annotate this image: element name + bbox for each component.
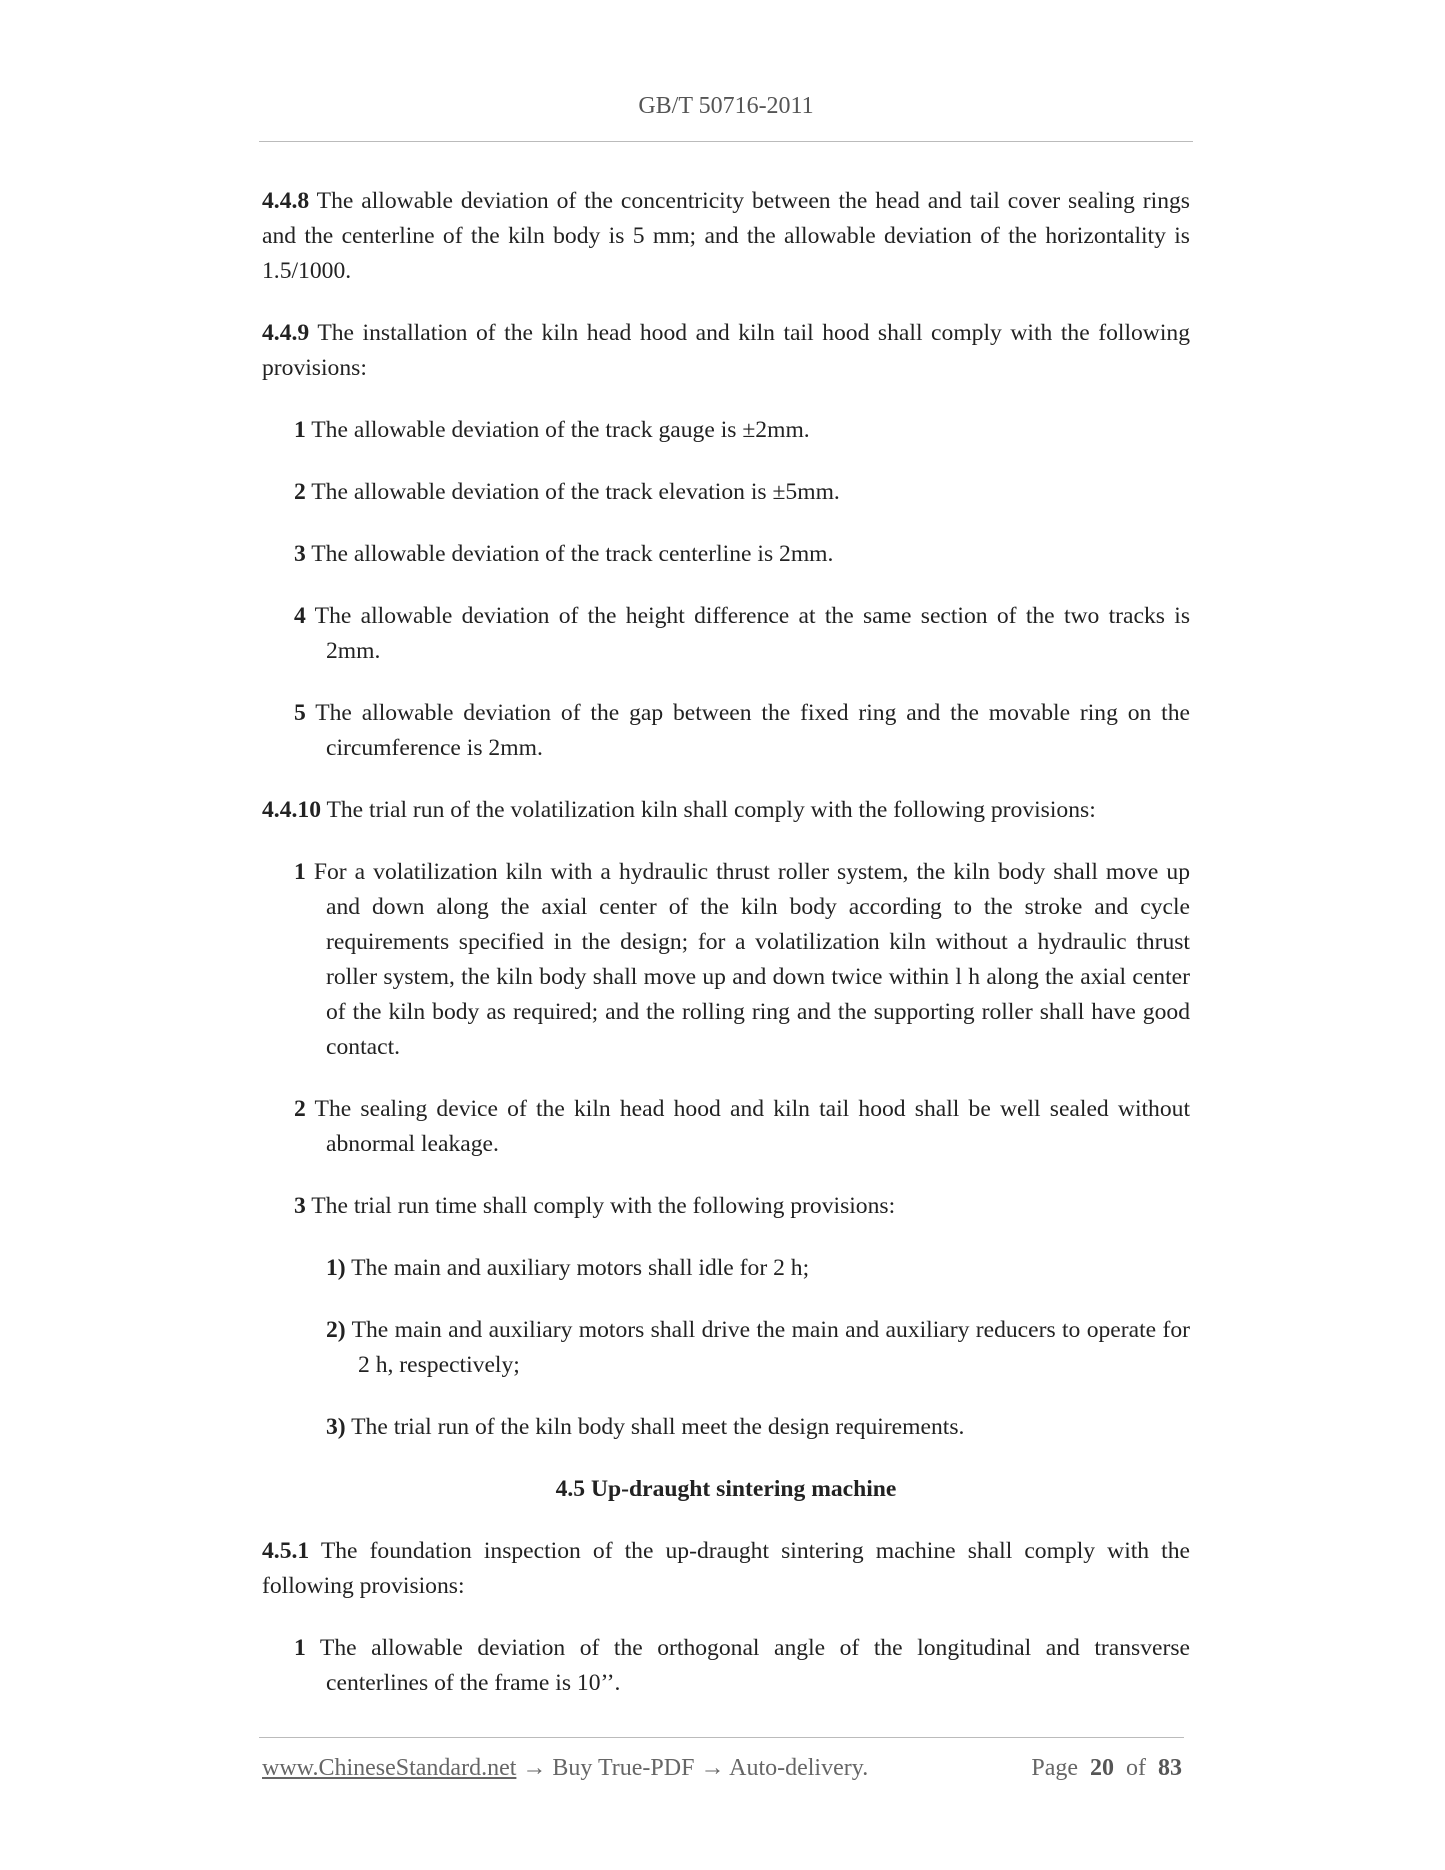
clause-number: 4.4.8: [262, 188, 310, 214]
list-item: [262, 1631, 1190, 1701]
list-item: [262, 855, 1190, 1065]
list-item: [262, 537, 1190, 572]
page-content: [262, 184, 1190, 1728]
clause-4-4-10: [262, 793, 1190, 828]
clause-text: The allowable deviation of the concentricity between the head and tail cover sealing rings and the centerline of the kiln body is 5 mm; and the allowable deviation of the horizontality is 1.5/1000.: [262, 188, 1190, 284]
clause-number: 4.4.9: [262, 320, 310, 346]
subitem-text: The main and auxiliary motors shall idle for 2 h;: [345, 1255, 810, 1281]
header-divider: [259, 141, 1193, 142]
page-of: of: [1126, 1755, 1146, 1781]
item-text: The allowable deviation of the track elevation is ±5mm.: [305, 479, 840, 505]
item-text: The allowable deviation of the gap between the fixed ring and the movable ring on the circumference is 2mm.: [305, 700, 1190, 761]
clause-4-4-9: [262, 316, 1190, 386]
item-text: The allowable deviation of the orthogonal angle of the longitudinal and transverse centerlines of the frame is 10’’.: [305, 1635, 1190, 1696]
subitem-text: The trial run of the kiln body shall meet the design requirements.: [345, 1414, 965, 1440]
page-total: 83: [1158, 1755, 1182, 1781]
item-text: The allowable deviation of the height difference at the same section of the two tracks is 2mm.: [305, 603, 1190, 664]
list-item: [262, 696, 1190, 766]
item-text: For a volatilization kiln with a hydraulic thrust roller system, the kiln body shall move up and down along the axial center of the kiln body according to the stroke and cycle requirements specified in the design; for a volatilization kiln without a hydraulic thrust roller system, the kiln body shall move up and down twice within l h along the axial center of the kiln body as required; and the rolling ring and the supporting roller shall have good contact.: [305, 859, 1190, 1060]
item-number: 5: [294, 700, 306, 726]
item-number: 2: [294, 479, 306, 505]
clause-4-4-8: [262, 184, 1190, 289]
item-number: 4: [294, 603, 306, 629]
footer-promo: [262, 1755, 868, 1782]
item-number: 1: [294, 417, 306, 443]
item-number: 3: [294, 541, 306, 567]
clause-text: The trial run of the volatilization kiln shall comply with the following provisions:: [320, 797, 1096, 823]
item-text: The allowable deviation of the track centerline is 2mm.: [305, 541, 834, 567]
item-number: 1: [294, 1635, 306, 1661]
promo-text: → Buy True-PDF → Auto-delivery.: [516, 1755, 869, 1781]
item-number: 1: [294, 859, 306, 885]
footer-divider: [259, 1737, 1184, 1738]
section-heading: 4.5 Up-draught sintering machine: [555, 1476, 897, 1502]
page-current: 20: [1090, 1755, 1114, 1781]
sub-list-item: [262, 1313, 1190, 1383]
subitem-number: 3): [326, 1414, 346, 1440]
subitem-number: 2): [326, 1317, 346, 1343]
item-text: The sealing device of the kiln head hood and kiln tail hood shall be well sealed without abnormal leakage.: [305, 1096, 1190, 1157]
list-item: [262, 1092, 1190, 1162]
item-number: 3: [294, 1193, 306, 1219]
list-item: [262, 599, 1190, 669]
clause-text: The foundation inspection of the up-draught sintering machine shall comply with the following provisions:: [262, 1538, 1190, 1599]
page-number: [1031, 1755, 1182, 1782]
sub-list-item: [262, 1251, 1190, 1286]
clause-number: 4.4.10: [262, 797, 321, 823]
site-link[interactable]: www.ChineseStandard.net: [262, 1755, 517, 1781]
item-number: 2: [294, 1096, 306, 1122]
clause-number: 4.5.1: [262, 1538, 310, 1564]
item-text: The trial run time shall comply with the following provisions:: [305, 1193, 896, 1219]
document-header: GB/T 50716-2011: [638, 93, 814, 119]
clause-text: The installation of the kiln head hood and kiln tail hood shall comply with the following provisions:: [262, 320, 1190, 381]
subitem-text: The main and auxiliary motors shall drive the main and auxiliary reducers to operate for 2 h, respectively;: [345, 1317, 1190, 1378]
subitem-number: 1): [326, 1255, 346, 1281]
list-item: [262, 413, 1190, 448]
list-item: [262, 475, 1190, 510]
clause-4-5-1: [262, 1534, 1190, 1604]
page-label: Page: [1031, 1755, 1078, 1781]
sub-list-item: [262, 1410, 1190, 1445]
list-item: [262, 1189, 1190, 1224]
item-text: The allowable deviation of the track gauge is ±2mm.: [305, 417, 810, 443]
